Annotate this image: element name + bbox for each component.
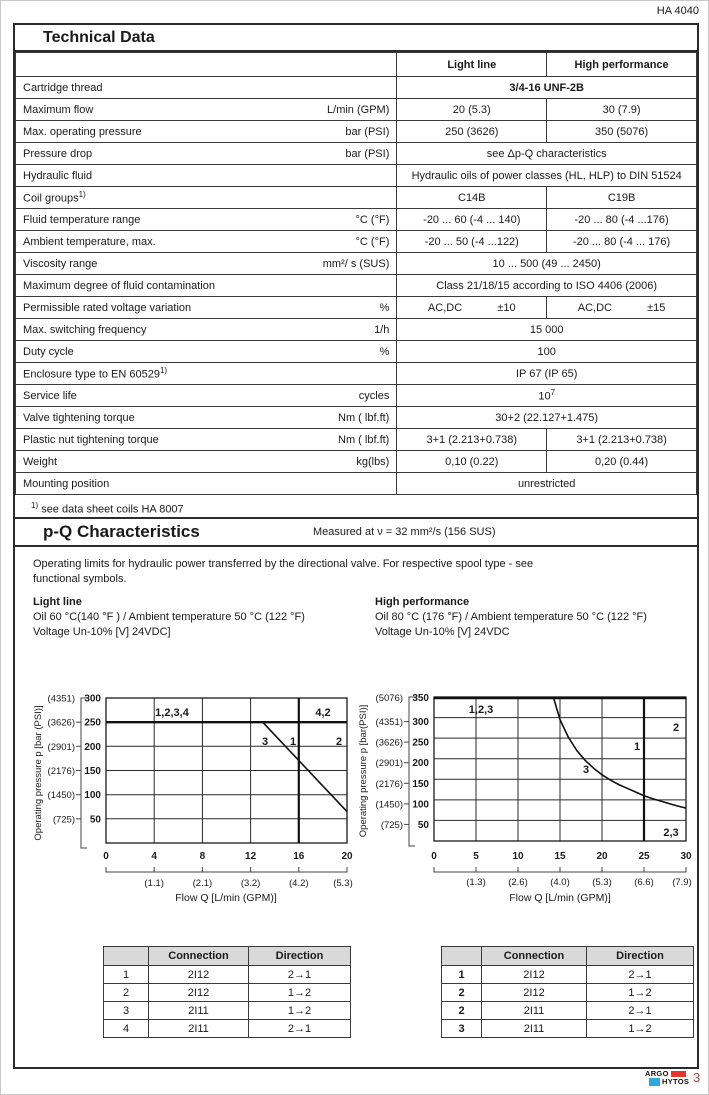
row-value: -20 ... 50 (-4 ...122) — [397, 231, 547, 253]
row-value: $10^7$ — [397, 385, 697, 407]
table-header-row — [442, 947, 694, 966]
row-value: AC,DC ±10 — [397, 297, 547, 319]
svg-text:(3.2): (3.2) — [240, 878, 261, 889]
chart-high-performance — [358, 685, 698, 909]
pq-characteristics-body — [13, 547, 699, 1069]
row-label: Maximum degree of fluid contamination — [23, 279, 215, 292]
svg-text:(1450): (1450) — [47, 790, 75, 802]
table-row — [16, 319, 697, 341]
svg-text:(5.3): (5.3) — [592, 877, 612, 888]
pq-description-line2: functional symbols. — [33, 573, 127, 585]
gridlines — [106, 698, 347, 843]
table-row: 4 2I11 2→1 — [104, 1020, 351, 1038]
svg-text:2: 2 — [335, 736, 343, 748]
power-limit-curve — [553, 697, 686, 808]
row-value: Hydraulic oils of power classes (HL, HLP) to DIN 51524 — [397, 165, 697, 187]
direction-header: Direction — [587, 947, 694, 966]
svg-text:2,3: 2,3 — [663, 827, 679, 839]
svg-text:(3626): (3626) — [375, 737, 403, 749]
light-line-oil: Oil 60 °C(140 °F ) / Ambient temperature 50 °C (122 °F) — [33, 611, 305, 623]
row-label: Mounting position — [23, 477, 110, 490]
svg-text:150: 150 — [84, 766, 101, 777]
column-header-light-line: Light line — [397, 53, 547, 77]
svg-text:(4.0): (4.0) — [550, 877, 570, 888]
row-label: Ambient temperature, max. — [23, 235, 156, 248]
svg-text:0: 0 — [103, 851, 109, 862]
table-row — [16, 275, 697, 297]
svg-text:50: 50 — [89, 814, 101, 826]
table-row — [16, 253, 697, 275]
light-line-title: Light line — [33, 596, 82, 608]
table-row — [16, 473, 697, 495]
row-value: 15 000 — [397, 319, 697, 341]
svg-text:8: 8 — [199, 851, 206, 862]
document-code: HA 4040 — [656, 5, 699, 17]
row-value: unrestricted — [397, 473, 697, 495]
argo-hytos-logo — [645, 1070, 689, 1086]
row-unit: L/min (GPM) — [327, 103, 390, 116]
table-header-row — [16, 53, 697, 77]
light-line-voltage: Voltage Un-10% [V] 24VDC] — [33, 626, 171, 638]
svg-text:300: 300 — [412, 717, 429, 729]
table-row — [16, 231, 697, 253]
svg-text:350: 350 — [412, 693, 429, 704]
svg-text:20: 20 — [596, 851, 608, 862]
pq-description — [33, 557, 533, 587]
svg-text:(7.9): (7.9) — [672, 877, 692, 888]
row-unit: °C (°F) — [355, 213, 390, 226]
table-row — [16, 99, 697, 121]
row-label: Enclosure type to EN 60529$^{1)}$ — [23, 366, 168, 381]
table-row: 1 2I12 2→1 — [104, 966, 351, 984]
svg-text:(725): (725) — [380, 819, 403, 831]
svg-text:(1.3): (1.3) — [466, 877, 486, 888]
row-value: IP 67 (IP 65) — [397, 363, 697, 385]
row-value: 250 (3626) — [397, 121, 547, 143]
svg-text:250: 250 — [84, 717, 101, 729]
high-performance-conditions — [375, 595, 647, 640]
row-value: C14B — [397, 187, 547, 209]
row-unit: kg(lbs) — [356, 455, 390, 468]
row-label: Maximum flow — [23, 103, 94, 116]
table-row: 1 2I12 2→1 — [442, 966, 694, 984]
curve-labels — [469, 704, 679, 839]
table-row — [16, 407, 697, 429]
svg-text:(4351): (4351) — [375, 717, 403, 729]
table-row: 3 2I11 1→2 — [442, 1020, 694, 1038]
footnote-ref: 1) — [78, 190, 86, 200]
table-row — [16, 143, 697, 165]
svg-text:5: 5 — [473, 851, 479, 862]
svg-text:(5.3): (5.3) — [333, 878, 353, 889]
footnote-ref: 1) — [159, 366, 168, 376]
svg-text:4,2: 4,2 — [315, 707, 331, 719]
row-label: Hydraulic fluid — [23, 169, 93, 182]
table-row — [16, 341, 697, 363]
power-limit-line — [263, 722, 347, 811]
row-label: Viscosity range — [23, 257, 98, 270]
technical-data-section — [13, 23, 699, 525]
row-value: 0,10 (0.22) — [397, 451, 547, 473]
svg-text:(1450): (1450) — [375, 799, 403, 811]
svg-text:150: 150 — [412, 778, 429, 790]
svg-text:(2.6): (2.6) — [508, 877, 528, 888]
x-axis-title: Flow Q [L/min (GPM)] — [509, 892, 611, 904]
row-label: Cartridge thread — [23, 81, 103, 94]
row-unit: mm²/ s (SUS) — [322, 257, 390, 270]
footnote-text: see data sheet coils HA 8007 — [41, 503, 184, 516]
y-tick-labels — [376, 693, 430, 831]
svg-text:200: 200 — [84, 741, 101, 753]
svg-text:50: 50 — [417, 819, 429, 831]
row-value: 350 (5076) — [547, 121, 697, 143]
row-value: 30 (7.9) — [547, 99, 697, 121]
x-tick-labels — [431, 851, 692, 888]
empty-header-cell — [442, 947, 482, 966]
table-row: 2 2I12 1→2 — [104, 984, 351, 1002]
svg-text:(2176): (2176) — [375, 778, 403, 790]
pq-title: p-Q Characteristics — [43, 522, 200, 541]
high-performance-title: High performance — [375, 596, 470, 608]
logo-text-argo: ARGO — [645, 1069, 669, 1078]
table-row — [16, 209, 697, 231]
connection-header: Connection — [149, 947, 249, 966]
svg-text:(2901): (2901) — [375, 758, 403, 770]
row-value: 10 ... 500 (49 ... 2450) — [397, 253, 697, 275]
pq-measured-note: Measured at ν = 32 mm²/s (156 SUS) — [313, 526, 496, 538]
row-label: Service life — [23, 389, 77, 402]
row-value: AC,DC ±15 — [547, 297, 697, 319]
logo-text-hytos: HYTOS — [662, 1077, 690, 1086]
column-header-high-performance: High performance — [547, 53, 697, 77]
y-axis-title: Operating pressure p [bar (PSI)] — [33, 705, 44, 841]
row-value: 20 (5.3) — [397, 99, 547, 121]
empty-header-cell — [16, 53, 397, 77]
row-value: 3/4-16 UNF-2B — [397, 77, 697, 99]
curve-labels — [155, 707, 342, 748]
row-label: Pressure drop — [23, 147, 93, 160]
row-value: 0,20 (0.44) — [547, 451, 697, 473]
x-axis-title: Flow Q [L/min (GPM)] — [175, 892, 277, 904]
row-label: Duty cycle — [23, 345, 74, 358]
svg-text:12: 12 — [245, 851, 257, 862]
connection-table-light-line — [103, 946, 351, 1038]
svg-text:15: 15 — [554, 851, 566, 862]
technical-data-table — [15, 52, 697, 495]
row-label: Max. switching frequency — [23, 323, 147, 336]
svg-text:(5076): (5076) — [375, 693, 403, 704]
svg-text:(1.1): (1.1) — [144, 878, 164, 889]
logo-blue-block — [649, 1078, 660, 1086]
empty-header-cell — [104, 947, 149, 966]
footnote-marker: 1) — [31, 501, 39, 510]
connection-table-high-performance — [441, 946, 694, 1038]
row-unit: cycles — [358, 389, 390, 402]
row-unit: Nm ( lbf.ft) — [338, 411, 390, 424]
light-line-conditions — [33, 595, 305, 640]
row-label: Valve tightening torque — [23, 411, 135, 424]
table-row — [16, 165, 697, 187]
svg-text:(2901): (2901) — [47, 741, 75, 753]
svg-text:3: 3 — [582, 764, 590, 776]
svg-text:(3626): (3626) — [47, 717, 75, 729]
high-performance-voltage: Voltage Un-10% [V] 24VDC — [375, 626, 510, 638]
table-row — [16, 77, 697, 99]
row-unit: % — [379, 301, 390, 314]
row-value: 3+1 (2.213+0.738) — [547, 429, 697, 451]
x-axis-bracket — [106, 867, 347, 872]
svg-text:3: 3 — [261, 736, 269, 748]
connection-header: Connection — [482, 947, 587, 966]
technical-data-title: Technical Data — [15, 25, 697, 52]
row-unit: °C (°F) — [355, 235, 390, 248]
row-value: see Δp-Q characteristics — [397, 143, 697, 165]
row-label: Coil groups$^{1)}$ — [23, 190, 86, 205]
table-header-row — [104, 947, 351, 966]
table-row — [16, 451, 697, 473]
row-label: Max. operating pressure — [23, 125, 142, 138]
svg-text:200: 200 — [412, 758, 429, 770]
row-value: -20 ... 60 (-4 ... 140) — [397, 209, 547, 231]
row-value: 100 — [397, 341, 697, 363]
row-unit: % — [379, 345, 390, 358]
row-label: Permissible rated voltage variation — [23, 301, 192, 314]
row-label: Fluid temperature range — [23, 213, 141, 226]
svg-text:100: 100 — [412, 799, 429, 811]
row-unit: bar (PSI) — [345, 147, 390, 160]
svg-text:1,2,3,4: 1,2,3,4 — [155, 707, 189, 719]
svg-text:1: 1 — [633, 741, 641, 753]
row-value: 3+1 (2.213+0.738) — [397, 429, 547, 451]
svg-text:100: 100 — [84, 790, 101, 802]
svg-text:(2176): (2176) — [47, 766, 75, 777]
svg-text:250: 250 — [412, 737, 429, 749]
row-value: -20 ... 80 (-4 ... 176) — [547, 231, 697, 253]
x-axis-bracket — [434, 867, 686, 872]
row-label: Plastic nut tightening torque — [23, 433, 159, 446]
row-unit: 1/h — [374, 323, 390, 336]
row-value: C19B — [547, 187, 697, 209]
x-tick-labels — [103, 851, 353, 889]
svg-text:10: 10 — [512, 851, 524, 862]
table-row: 3 2I11 1→2 — [104, 1002, 351, 1020]
svg-text:(2.1): (2.1) — [192, 878, 213, 889]
svg-text:(6.6): (6.6) — [634, 877, 654, 888]
y-axis-title: Operating pressure p [bar(PSI)] — [358, 704, 369, 838]
y-tick-labels — [48, 694, 102, 826]
svg-text:1: 1 — [289, 736, 297, 748]
table-row — [16, 297, 697, 319]
row-unit: Nm ( lbf.ft) — [338, 433, 390, 446]
row-value: 30+2 (22.127+1.475) — [397, 407, 697, 429]
row-value: -20 ... 80 (-4 ...176) — [547, 209, 697, 231]
table-row: 2 2I12 1→2 — [442, 984, 694, 1002]
row-label: Weight — [23, 455, 58, 468]
svg-text:2: 2 — [672, 722, 680, 734]
pq-characteristics-header — [13, 517, 699, 547]
row-unit: bar (PSI) — [345, 125, 390, 138]
pq-description-line1: Operating limits for hydraulic power transferred by the directional valve. For respective spool type - see — [33, 558, 534, 570]
row-value: Class 21/18/15 according to ISO 4406 (2006) — [397, 275, 697, 297]
svg-text:(4351): (4351) — [47, 693, 75, 705]
svg-text:4: 4 — [151, 851, 157, 862]
table-row — [16, 385, 697, 407]
svg-text:16: 16 — [293, 851, 305, 862]
high-performance-oil: Oil 80 °C (176 °F) / Ambient temperature 50 °C (122 °F) — [375, 611, 647, 623]
table-row — [16, 121, 697, 143]
table-row — [16, 429, 697, 451]
svg-text:1,2,3: 1,2,3 — [468, 704, 494, 716]
chart-light-line — [33, 685, 365, 909]
page-number: 3 — [693, 1070, 701, 1085]
svg-text:(725): (725) — [52, 814, 75, 826]
table-row: 2 2I11 2→1 — [442, 1002, 694, 1020]
svg-text:0: 0 — [431, 851, 437, 862]
svg-text:30: 30 — [680, 851, 692, 862]
svg-text:(4.2): (4.2) — [289, 878, 309, 889]
table-row — [16, 187, 697, 209]
direction-header: Direction — [249, 947, 351, 966]
table-row — [16, 363, 697, 385]
svg-text:25: 25 — [638, 851, 650, 862]
svg-text:300: 300 — [84, 693, 101, 705]
svg-text:20: 20 — [341, 851, 353, 862]
